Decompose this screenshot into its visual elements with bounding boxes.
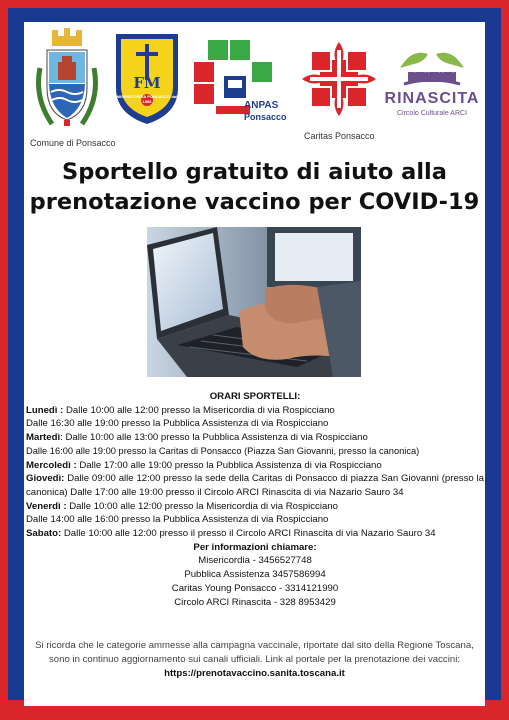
schedule-text: Dalle 09:00 alle 12:00 presso la sede della Caritas di Ponsacco di piazza San Giovanni (presso la canonica) Dalle 17:00 alle 19:00 presso il Circolo ARCI Rinascita di via Nazario Sauro 34 — [26, 473, 484, 498]
schedule-text: : Dalle 10:00 alle 13:00 presso la Pubblica Assistenza di via Rospicciano — [60, 432, 368, 444]
contact-arci: Circolo ARCI Rinascita - 328 8953429 — [174, 596, 336, 608]
schedule-text: Dalle 10:00 alle 12:00 presso il presso il Circolo ARCI Rinascita di via Nazario Sauro 34 — [61, 528, 436, 540]
contact-pubblica-assistenza: Pubblica Assistenza 3457586994 — [184, 569, 326, 581]
schedule-friday-2: Dalle 14:00 alle 16:00 presso la Pubblica Assistenza di via Rospicciano — [26, 514, 329, 526]
caritas-caption: Caritas Ponsacco — [304, 131, 375, 141]
rinascita-logo — [394, 42, 470, 86]
schedule-heading: ORARI SPORTELLI: — [209, 391, 301, 402]
schedule-text: Dalle 10:00 alle 12:00 presso la Misericordia di via Rospicciano — [66, 500, 338, 512]
schedule-monday — [26, 404, 484, 418]
day-label: Mercoledì : — [26, 459, 77, 471]
day-label: Martedì — [26, 432, 61, 444]
schedule-tuesday-2: Dalle 16:00 alle 19:00 presso la Caritas di Ponsacco (Piazza San Giovanni, presso la canonica) — [26, 445, 420, 456]
comune-caption: Comune di Ponsacco — [30, 138, 116, 148]
day-label: Giovedì: — [26, 473, 65, 485]
contacts-heading: Per informazioni chiamare: — [193, 541, 317, 553]
anpas-name: ANPAS — [244, 100, 279, 111]
booking-portal-link[interactable]: https://prenotavaccino.sanita.toscana.it — [164, 668, 345, 679]
footer-text: Si ricorda che le categorie ammesse alla campagna vaccinale, riportate dal sito della Regione Toscana, sono in continuo aggiornamento sui canali ufficiali. Link al portale per la prenotazione dei vaccini: — [35, 640, 474, 665]
laptop-typing-photo — [147, 227, 361, 377]
footer-note — [34, 639, 475, 681]
misericordia-letters: FM — [133, 74, 161, 92]
schedule-wednesday — [26, 459, 484, 473]
page-title — [24, 157, 485, 217]
title-line-1: Sportello gratuito di aiuto alla — [62, 159, 447, 185]
schedule-monday-2: Dalle 16:30 alle 19:00 presso la Pubblica Assistenza di via Rospicciano — [26, 418, 329, 430]
schedule-tuesday — [26, 431, 484, 445]
contacts-section — [26, 541, 484, 610]
rinascita-name: RINASCITA — [384, 90, 480, 107]
day-label: Sabato: — [26, 528, 62, 540]
caritas-logo — [300, 40, 378, 118]
title-line-2: prenotazione vaccino per COVID-19 — [29, 189, 480, 215]
poster-sheet — [24, 22, 485, 706]
schedule-text: Dalle 17:00 alle 19:00 presso la Pubblica Assistenza di via Rospicciano — [76, 459, 382, 471]
rinascita-subtitle: Circolo Culturale ARCI — [396, 110, 468, 117]
schedule-text: Dalle 10:00 alle 12:00 presso la Misericordia di via Rospicciano — [63, 404, 335, 416]
day-label: Lunedì : — [26, 404, 64, 416]
misericordia-ring-text: MISERICORDIA PONSACCO dal 1886 — [116, 94, 178, 104]
anpas-city: Ponsacco — [244, 112, 287, 122]
schedule-section — [26, 390, 484, 609]
schedule-thursday — [26, 472, 484, 499]
comune-ponsacco-coat-of-arms — [32, 28, 102, 132]
schedule-friday — [26, 500, 484, 514]
contact-caritas: Caritas Young Ponsacco - 3314121990 — [171, 582, 339, 594]
day-label: Venerdì : — [26, 500, 67, 512]
contact-misericordia: Misericordia - 3456527748 — [198, 555, 312, 567]
schedule-saturday — [26, 527, 484, 541]
